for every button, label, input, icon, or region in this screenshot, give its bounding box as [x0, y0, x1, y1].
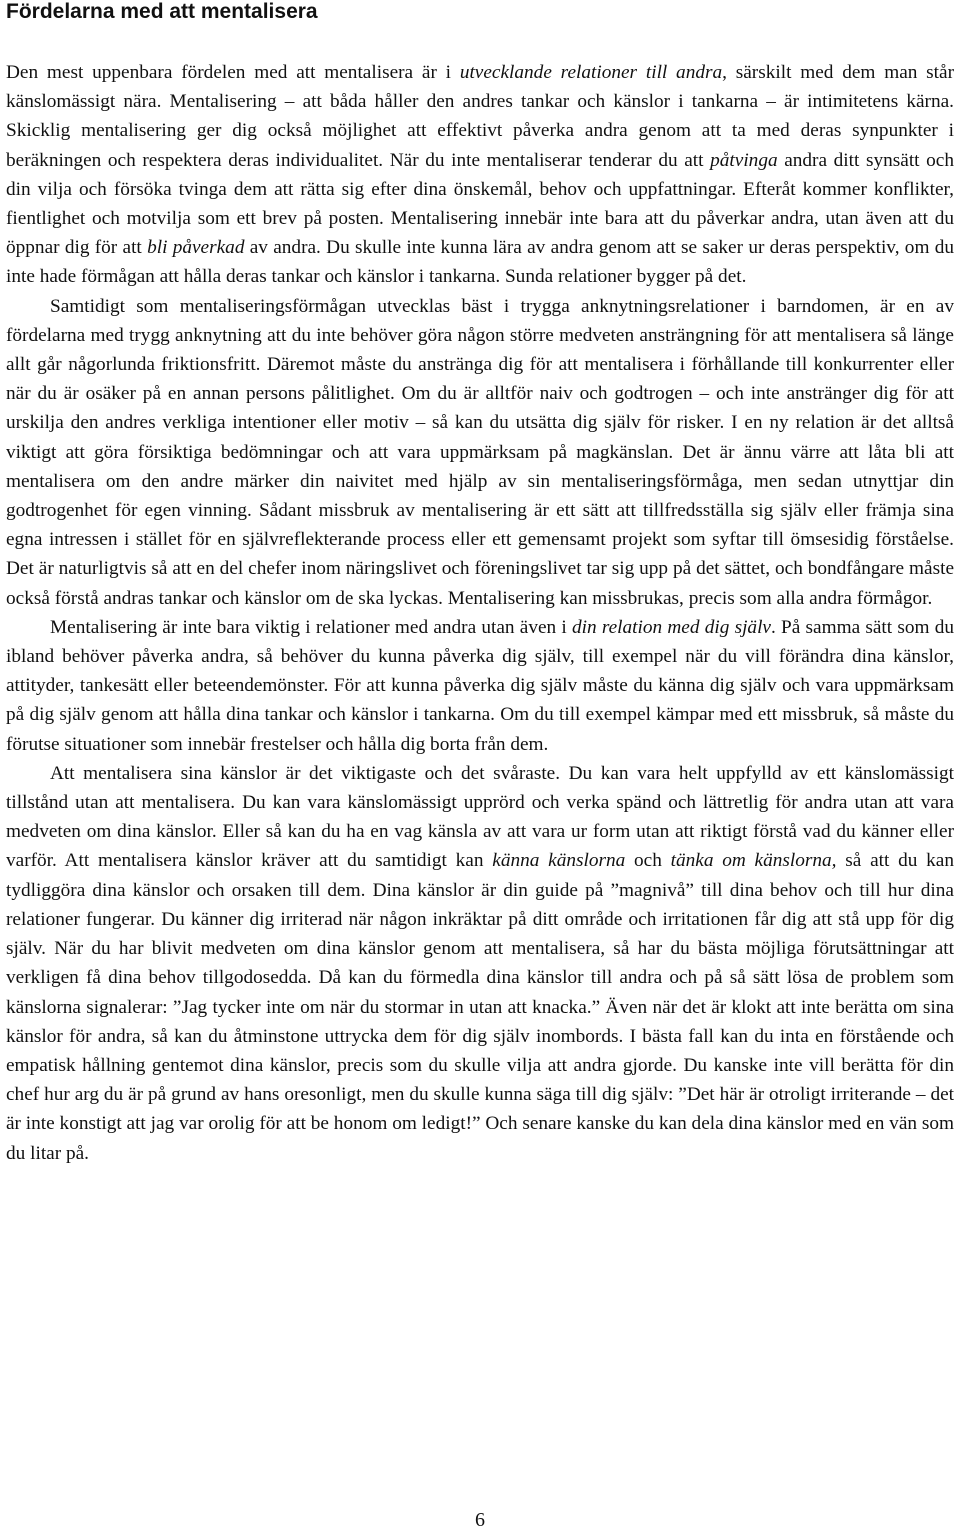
text-run: Mentalisering är inte bara viktig i relationer med andra utan även i	[50, 616, 572, 638]
emphasized-text: påtvinga	[710, 149, 778, 171]
emphasized-text: din relation med dig själv	[571, 616, 771, 638]
body-text	[6, 58, 954, 1168]
text-run: så att du kan tydliggöra dina känslor och orsaken till dem. Dina känslor är din guide på ”magnivå” till dina behov och till hur dina relationer fungerar. Du känner dig irriterad när någon inkräktar på ditt område och irritationen får dig att stå upp för dig själv. När du har blivit medveten om dina känslor genom att mentalisera, så har du bästa möjliga förutsättningar att verkligen få dina behov tillgodosedda. Då kan du förmedla dina känslor till andra och på så sätt lösa de problem som känslorna signalerar: ”Jag tycker inte om när du stormar in utan att knacka.” Även när det är klokt att inte berätta om sina känslor för andra, så kan du åtminstone uttrycka dem för dig själv inombords. I bästa fall kan du inta en förstående och empatisk hållning gentemot dina känslor, precis som du skulle vilja att andra gjorde. Du kanske inte vill berätta för din chef hur arg du är på grund av hans oresonligt, men du skulle kunna säga till dig själv: ”Det här är otroligt irriterande – det är inte konstigt att jag var orolig för att be honom om ledigt!” Och senare kanske du kan dela dina känslor med en vän som du litar på.	[6, 850, 954, 1164]
paragraph-1	[6, 58, 954, 292]
paragraph-2	[6, 292, 954, 613]
text-run: och	[625, 850, 671, 872]
text-run: av andra. Du skulle inte kunna lära av andra genom att se saker ur deras perspektiv, om du inte hade förmågan att hålla deras tankar och känslor i tankarna. Sunda relationer bygger på det.	[6, 237, 955, 288]
section-heading: Fördelarna med att mentalisera	[6, 0, 318, 23]
text-run: Samtidigt som mentaliseringsförmågan utvecklas bäst i trygga anknytningsrelationer i barndomen, är en av fördelarna med trygg anknytning att du inte behöver göra någon större medveten ansträngning för att mentalisera så länge allt går någorlunda friktionsfritt. Däremot måste du anstränga dig för att mentalisera i förhållande till konkurrenter eller när du är osäker på en annan persons pålitlighet. Om du är alltför naiv och godtrogen – och inte anstränger dig för att urskilja den andres verkliga intentioner eller motiv – så kan du utsätta dig själv för risker. I en ny relation är det alltså viktigt att göra försiktiga bedömningar och att vara uppmärksam på magkänslan. Det är ännu värre att låta bli att mentalisera om den andre märker din naivitet med hjälp av sin mentaliseringsförmåga, men sedan utnyttjar din godtrogenhet för egen vinning. Sådant missbruk av mentalisering är ett sätt att tillfredsställa sig själv eller främja sina egna intressen i stället för en självreflekterande process eller ett gemensamt projekt som syftar till ömsesidig förståelse. Det är naturligtvis så att en del chefer inom näringslivet och föreningslivet tar sig upp på det sättet, och bondfångare måste också förstå andras tankar och känslor om de ska lyckas. Mentalisering kan missbrukas, precis som alla andra förmågor.	[6, 295, 954, 609]
text-run: andra ditt synsätt och din vilja och försöka tvinga dem att rätta sig efter dina önskemål, behov och uppfattningar. Efteråt kommer konflikter, fientlighet och motvilja som ett brev på posten. Mentalisering innebär inte bara att du påverkar andra, utan även att du öppnar dig för att	[6, 149, 954, 259]
emphasized-text: känna känslorna	[492, 850, 626, 872]
text-run: , särskilt med dem man står känslomässigt nära. Mentalisering – att båda håller den andres tankar och känslor i tankarna – är intimitetens kärna. Skicklig mentalisering ger dig också möjlighet att effektivt påverka andra genom att ta med deras synpunkter i beräkningen och respektera deras individualitet. När du inte mentaliserar tenderar du att	[6, 62, 955, 171]
page-number: 6	[475, 1509, 485, 1531]
emphasized-text: bli påverkad	[147, 237, 245, 259]
paragraph-4	[6, 759, 954, 1168]
emphasized-text: utvecklande relationer till andra	[459, 62, 723, 83]
text-run: . På samma sätt som du ibland behöver påverka andra, så behöver du kunna påverka dig själv, till exempel när du vill förändra dina känslor, attityder, tankesätt eller beteendemönster. För att kunna påverka dig själv måste du känna dig själv och vara uppmärksam på dig själv genom att hålla dina tankar och känslor i tankarna. Om du till exempel kämpar med ett missbruk, så måste du förutse situationer som innebär frestelser och hålla dig borta från dem.	[6, 616, 955, 755]
paragraph-3	[6, 613, 954, 759]
text-run: Att mentalisera sina känslor är det viktigaste och det svåraste. Du kan vara helt uppfylld av ett känslomässigt tillstånd utan att mentalisera. Du kan vara känslomässigt upprörd och verka spänd och lättretlig för andra utan att vara medveten om dina känslor. Eller så kan du ha en vag känsla av att vara ur form utan att riktigt förstå vad du känner eller varför. Att mentalisera känslor kräver att du samtidigt kan	[6, 762, 954, 872]
emphasized-text: tänka om känslorna,	[670, 850, 837, 872]
text-run: Den mest uppenbara fördelen med att mentalisera är i	[6, 62, 460, 83]
